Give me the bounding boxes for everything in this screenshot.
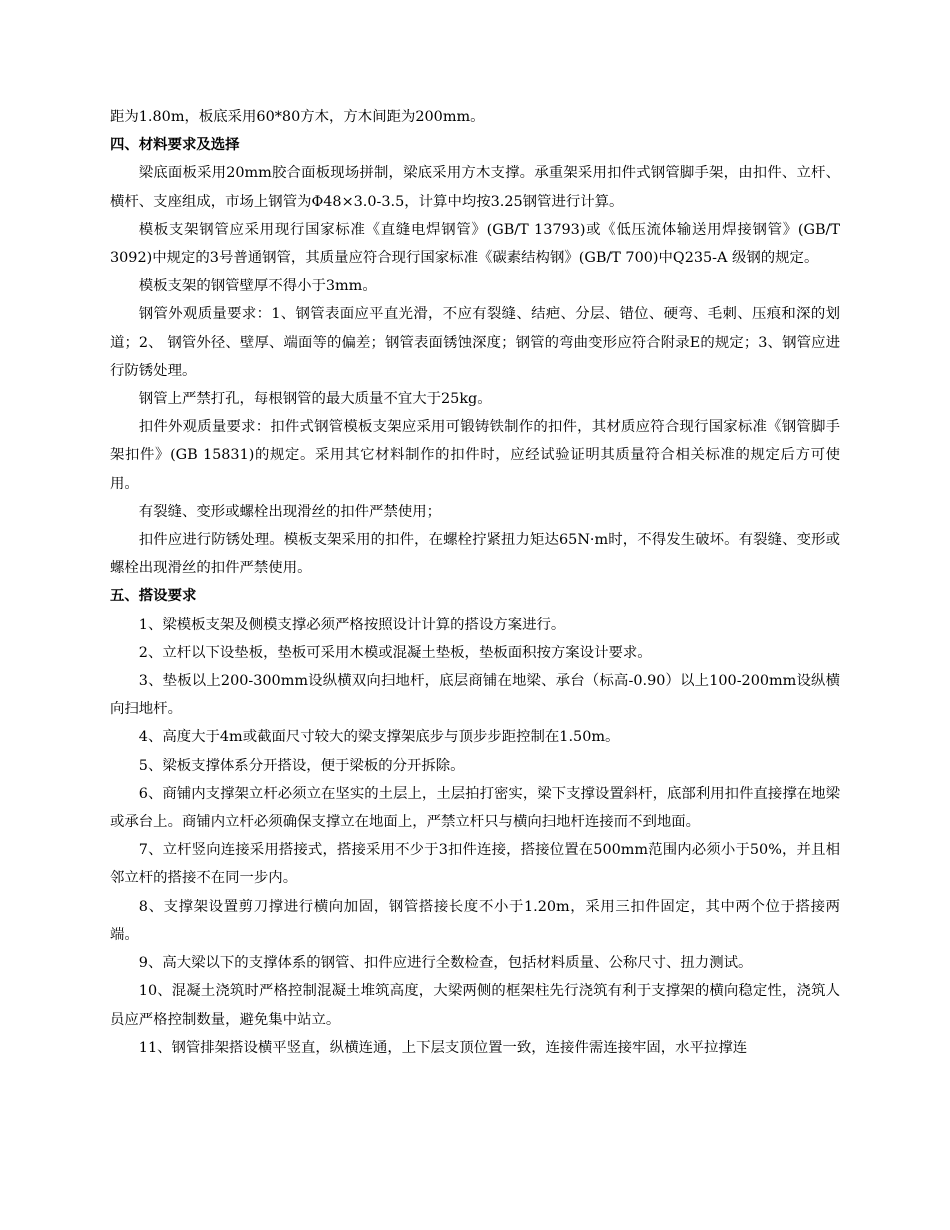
document-body (110, 103, 840, 1062)
list-item: 5、梁板支撑体系分开搭设，便于梁板的分开拆除。 (138, 757, 465, 774)
list-item: 9、高大梁以下的支撑体系的钢管、扣件应进行全数检查，包括材料质量、公称尺寸、扭力测试。 (138, 955, 753, 972)
list-item: 6、商铺内支撑架立杆必须立在坚实的土层上，土层拍打密实，梁下支撑设置斜杆，底部利用扣件直接撑在地梁或承台上。商铺内立杆必须确保支撑立在地面上，严禁立杆只与横向扫地杆连接而不到地面。 (110, 785, 840, 831)
list-item: 11、钢管排架搭设横平竖直，纵横连通，上下层支顶位置一致，连接件需连接牢固，水平拉撑连 (138, 1039, 748, 1056)
paragraph: 有裂缝、变形或螺栓出现滑丝的扣件严禁使用； (138, 503, 442, 520)
paragraph: 模板支架的钢管壁厚不得小于3mm。 (138, 278, 377, 295)
section-heading-erection: 五、搭设要求 (110, 588, 197, 605)
list-item: 10、混凝土浇筑时严格控制混凝土堆筑高度，大梁两侧的框架柱先行浇筑有利于支撑架的横向稳定性，浇筑人员应严格控制数量，避免集中站立。 (110, 983, 840, 1028)
list-item: 4、高度大于4m或截面尺寸较大的梁支撑架底步与顶步步距控制在1.50m。 (138, 729, 620, 746)
paragraph: 梁底面板采用20mm胶合面板现场拼制，梁底采用方木支撑。承重架采用扣件式钢管脚手架，由扣件、立杆、横杆、支座组成，市场上钢管为Φ48×3.0-3.5，计算中均按3.25钢管进行计算。 (110, 165, 840, 210)
paragraph: 扣件外观质量要求：扣件式钢管模板支架应采用可锻铸铁制作的扣件，其材质应符合现行国家标准《钢管脚手架扣件》(GB 15831)的规定。采用其它材料制作的扣件时，应经试验证明其质量符合相关标准的规定后方可使用。 (110, 419, 840, 492)
section-heading-materials: 四、材料要求及选择 (110, 137, 240, 154)
paragraph-continued: 距为1.80m，板底采用60*80方木，方木间距为200mm。 (110, 109, 485, 125)
paragraph: 钢管上严禁打孔，每根钢管的最大质量不宜大于25kg。 (138, 391, 492, 408)
paragraph: 模板支架钢管应采用现行国家标准《直缝电焊钢管》(GB/T 13793)或《低压流体输送用焊接钢管》(GB/T 3092)中规定的3号普通钢管，其质量应符合现行国家标准《碳素结构钢》(GB/T 700)中Q235-A 级钢的规定。 (110, 221, 840, 267)
list-item: 2、立杆以下设垫板，垫板可采用木模或混凝土垫板，垫板面积按方案设计要求。 (138, 644, 652, 661)
paragraph: 扣件应进行防锈处理。模板支架采用的扣件，在螺栓拧紧扭力矩达65N·m时，不得发生破坏。有裂缝、变形或螺栓出现滑丝的扣件严禁使用。 (110, 532, 840, 577)
list-item: 3、垫板以上200-300mm设纵横双向扫地杆，底层商铺在地梁、承台（标高-0.90）以上100-200mm设纵横向扫地杆。 (110, 673, 840, 718)
list-item: 1、梁模板支架及侧模支撑必须严格按照设计计算的搭设方案进行。 (138, 616, 566, 633)
list-item: 8、支撑架设置剪刀撑进行横向加固，钢管搭接长度不小于1.20m，采用三扣件固定，其中两个位于搭接两端。 (110, 898, 840, 943)
list-item: 7、立杆竖向连接采用搭接式，搭接采用不少于3扣件连接，搭接位置在500mm范围内必须小于50%，并且相邻立杆的搭接不在同一步内。 (110, 842, 840, 887)
paragraph: 钢管外观质量要求：1、钢管表面应平直光滑，不应有裂缝、结疤、分层、错位、硬弯、毛刺、压痕和深的划道；2、 钢管外径、壁厚、端面等的偏差；钢管表面锈蚀深度；钢管的弯曲变形应符合附录E的规定；3、钢管应进行防锈处理。 (110, 306, 840, 379)
